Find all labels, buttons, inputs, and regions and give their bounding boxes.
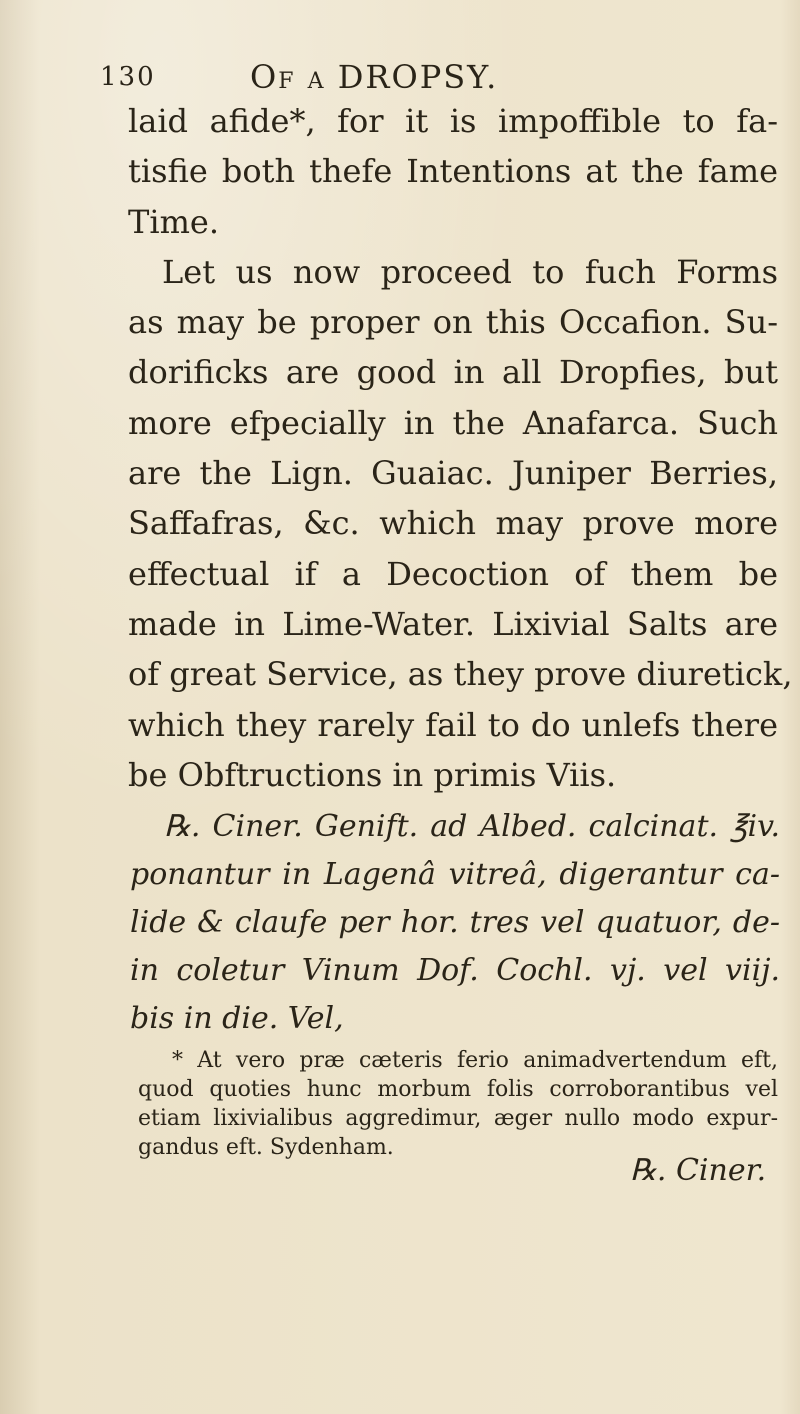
main-text — [128, 96, 793, 800]
footnote — [138, 1046, 778, 1162]
text-line: are the Lign. Guaiac. Juniper Berries, — [128, 454, 778, 493]
catchword: ℞. Ciner. — [630, 1153, 767, 1188]
paragraph-1 — [128, 96, 778, 247]
recipe-line: ℞. Ciner. Genift. ad Albed. calcinat. ℥iv. — [164, 809, 780, 844]
text-line: as may be proper on this Occafion. Su- — [128, 303, 778, 342]
text-line: Let us now proceed to fuch Forms — [162, 252, 778, 291]
text-line: of great Service, as they prove diuretick, — [128, 655, 793, 694]
footnote-line: etiam lixivialibus aggredimur, æger nullo modo expur- — [138, 1106, 778, 1131]
running-title: Of a DROPSY. — [250, 58, 499, 96]
text-line: Time. — [128, 202, 220, 241]
page-header — [100, 58, 780, 98]
paragraph-2 — [128, 247, 793, 800]
text-line: which they rarely fail to do unlefs there — [128, 705, 778, 744]
recipe-line: bis in die. Vel, — [130, 1001, 344, 1036]
text-line: more efpecially in the Anafarca. Such — [128, 403, 778, 442]
page-number: 130 — [100, 62, 156, 92]
recipe-line: lide & claufe per hor. tres vel quatuor, de- — [130, 905, 780, 940]
text-line: effectual if a Decoction of them be — [128, 554, 778, 593]
text-line: Saffafras, &c. which may prove more — [128, 504, 778, 543]
text-line: tisfie both thefe Intentions at the fame — [128, 152, 778, 191]
footnote-line: gandus eft. Sydenham. — [138, 1135, 394, 1160]
text-line: laid afide*, for it is impoffible to fa- — [128, 102, 778, 140]
recipe-block — [130, 803, 780, 1043]
footnote-line: * At vero præ cæteris ferio animadvertendum eft, — [172, 1048, 778, 1073]
recipe-line: in coletur Vinum Dof. Cochl. vj. vel viij. — [130, 953, 780, 988]
recipe-line: ponantur in Lagenâ vitreâ, digerantur ca- — [130, 857, 780, 892]
text-line: dorificks are good in all Dropfies, but — [128, 353, 778, 392]
text-line: made in Lime-Water. Lixivial Salts are — [128, 604, 778, 643]
text-line: be Obftructions in primis Viis. — [128, 755, 617, 794]
footnote-line: quod quoties hunc morbum folis corroborantibus vel — [138, 1077, 778, 1102]
